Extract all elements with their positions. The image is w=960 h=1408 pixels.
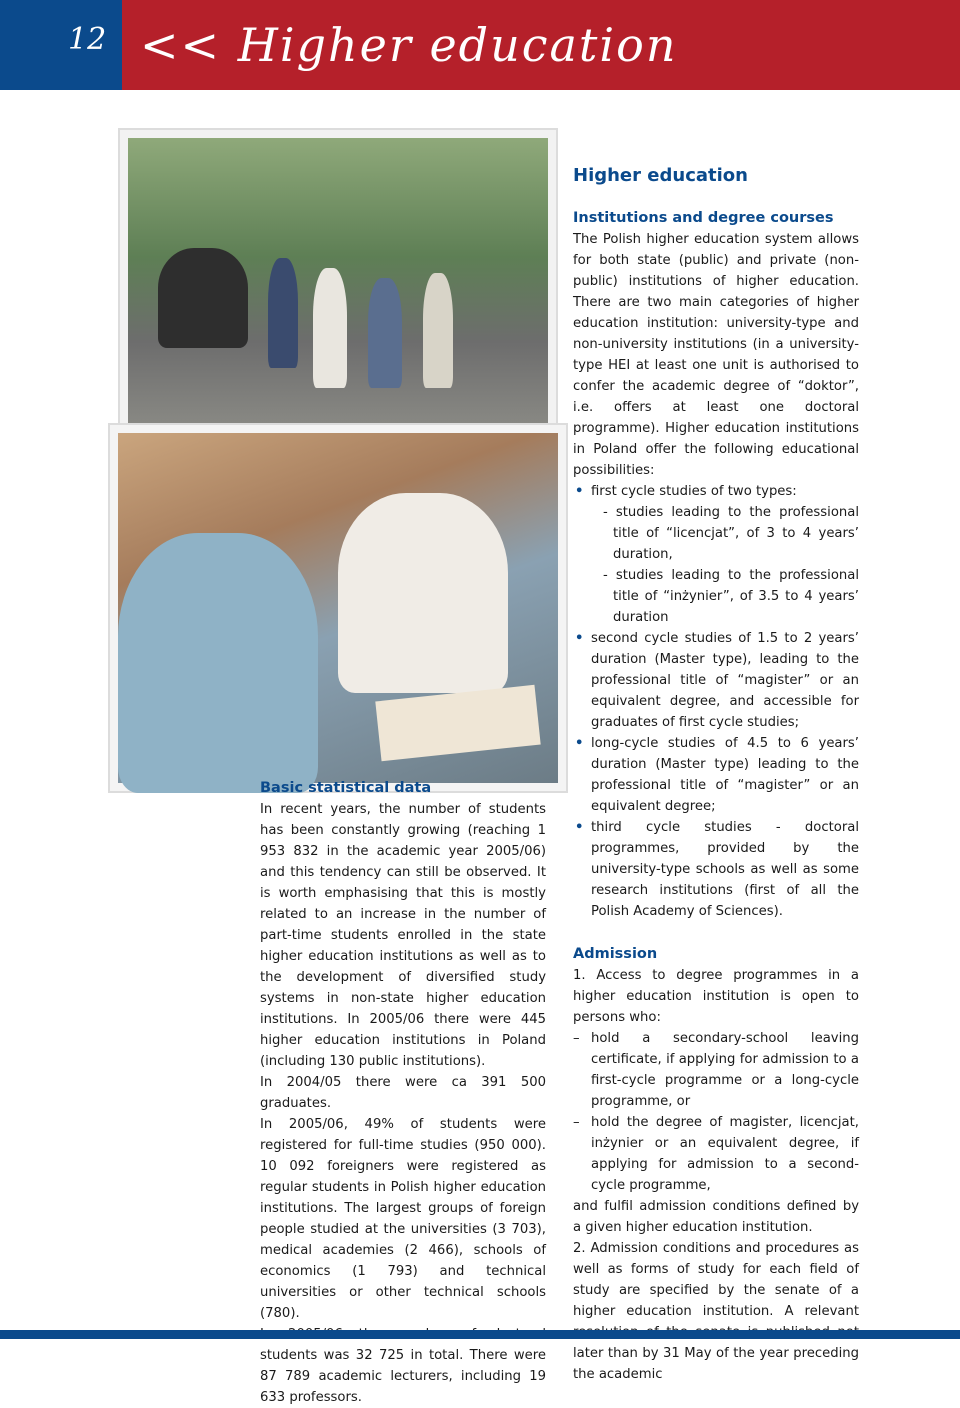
section-heading: Basic statistical data (260, 780, 432, 796)
list-item-text: first cycle studies of two types: (591, 484, 797, 499)
list-item-text: hold the degree of magister, licencjat, inżynier or an equivalent degree, if applying for admission to a second-cycle programme, (591, 1115, 859, 1193)
admission-list (573, 1028, 859, 1196)
list-item-text: second cycle studies of 1.5 to 2 years’ duration (Master type), leading to the professional title of “magister” or an equivalent degree, and accessible for graduates of first cycle studies; (591, 631, 859, 730)
bullet-icon: • (575, 484, 584, 499)
footer-rule (0, 1330, 960, 1339)
dash-icon: – (573, 1115, 580, 1130)
list-item (573, 733, 859, 817)
dash-icon: – (573, 1031, 580, 1046)
list-item-text: third cycle studies - doctoral programmes, provided by the university-type schools as well as some research institutions (first of all the Polish Academy of Sciences). (591, 820, 859, 919)
section-heading: Institutions and degree courses (573, 210, 834, 226)
section-heading: Admission (573, 946, 658, 962)
chapter-title: << Higher education (140, 18, 678, 72)
list-item-text: long-cycle studies of 4.5 to 6 years’ duration (Master type) leading to the professional title of “magister” or an equivalent degree; (591, 736, 859, 814)
study-photo (110, 425, 566, 791)
paragraph: In 2004/05 there were ca 391 500 graduates. (260, 1075, 546, 1111)
students-photo (110, 125, 550, 775)
page-number: 12 (68, 22, 107, 57)
paragraph: In 2005/06, 49% of students were registered for full-time studies (950 000). 10 092 foreigners were registered as regular students in Polish higher education institutions. The largest groups of foreign people studied at the universities (3 703), medical academies (2 466), schools of economics (1 793) and technical universities or other technical schools (780). (260, 1117, 546, 1321)
paragraph: 1. Access to degree programmes in a higher education institution is open to persons who: (573, 968, 859, 1025)
paragraph: In recent years, the number of students has been constantly growing (reaching 1 953 832 in the academic year 2005/06) and this tendency can still be observed. It is worth emphasising that this is mostly related to an increase in the number of part-time students enrolled in the state higher education institutions as well as to the development of diversified study systems in non-state higher education institutions. In 2005/06 there were 445 higher education institutions in Poland (including 130 public institutions). (260, 802, 546, 1069)
sub-item: - studies leading to the professional title of “licencjat”, of 3 to 4 years’ duration, (603, 505, 859, 562)
page-heading: Higher education (573, 165, 748, 186)
list-item (573, 481, 859, 628)
header-band (122, 0, 960, 90)
paragraph: and fulfil admission conditions defined by a given higher education institution. (573, 1199, 859, 1235)
paragraph: students was 32 725 in total. There were 87 789 academic lecturers, including 19 633 professors. (260, 1348, 546, 1405)
list-item (573, 817, 859, 922)
statistics-section (260, 778, 546, 1408)
higher-education-section (573, 165, 859, 1385)
list-item (573, 1112, 859, 1196)
page-number-box (0, 0, 122, 90)
paragraph: The Polish higher education system allows for both state (public) and private (non-public) institutions of higher education. There are two main categories of higher education institution: university-type and non-university institutions (in a university-type HEI at least one unit is authorised to confer the academic degree of “doktor”, i.e. offers at least one doctoral programme). Higher education institutions in Poland offer the following educational possibilities: (573, 232, 859, 478)
bullet-icon: • (575, 631, 584, 646)
sub-item: - studies leading to the professional title of “inżynier”, of 3.5 to 4 years’ duration (603, 568, 859, 625)
list-item (573, 1028, 859, 1112)
bullet-icon: • (575, 820, 584, 835)
bullet-icon: • (575, 736, 584, 751)
degree-list (573, 481, 859, 922)
paragraph: 2. Admission conditions and procedures as well as forms of study for each field of study are specified by the senate of a higher education institution. A relevant later than by 31 May of the year preceding the academic (573, 1241, 859, 1382)
list-item-text: hold a secondary-school leaving certificate, if applying for admission to a first-cycle programme or a long-cycle programme, or (591, 1031, 859, 1109)
list-item (573, 628, 859, 733)
